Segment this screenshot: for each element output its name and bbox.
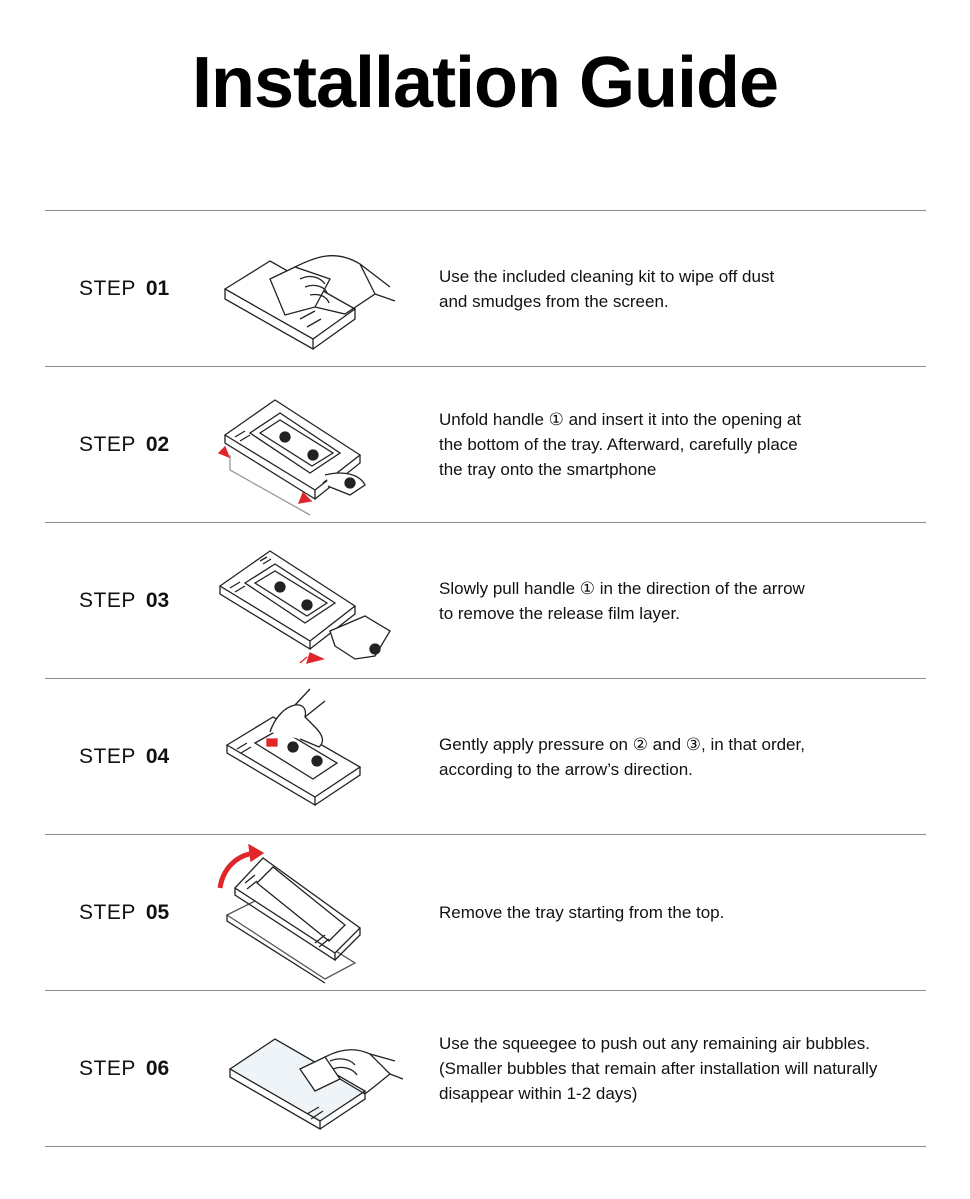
step-label — [79, 991, 169, 1146]
step-row-02 — [45, 366, 926, 522]
tray-remove-icon — [215, 843, 405, 983]
step-row-04 — [45, 678, 926, 834]
steps-list — [45, 210, 926, 1147]
step-word: STEP — [79, 1056, 136, 1080]
step-description — [439, 211, 909, 366]
description-line: according to the arrow’s direction. — [439, 759, 693, 779]
step-label — [79, 523, 169, 678]
step-row-03 — [45, 522, 926, 678]
description-line: Use the included cleaning kit to wipe off dust — [439, 266, 775, 286]
step-number: 05 — [145, 900, 170, 924]
step-label — [79, 367, 169, 522]
step-label — [79, 211, 169, 366]
step-word: STEP — [79, 276, 136, 300]
phone-wipe-icon — [215, 219, 405, 359]
squeegee-icon — [215, 999, 405, 1139]
step-label — [79, 679, 169, 834]
description-line: to remove the release film layer. — [439, 603, 680, 623]
step-description — [439, 679, 909, 834]
step-word: STEP — [79, 900, 136, 924]
description-line: Unfold handle ① and insert it into the opening at — [439, 410, 802, 429]
step-description — [439, 523, 909, 678]
description-line: Slowly pull handle ① in the direction of the arrow — [439, 578, 805, 598]
description-line: Remove the tray starting from the top. — [439, 903, 725, 922]
step-number: 03 — [145, 588, 170, 612]
description-line: Use the squeegee to push out any remaining air bubbles. — [439, 1034, 870, 1053]
page-title: Installation Guide — [191, 43, 779, 123]
description-line: the tray onto the smartphone — [439, 460, 657, 479]
description-line: the bottom of the tray. Afterward, carefully place — [439, 435, 798, 454]
step-number: 01 — [145, 276, 170, 300]
step-description — [439, 367, 909, 522]
step-description — [439, 991, 909, 1146]
step-row-01 — [45, 210, 926, 366]
step-number: 06 — [145, 1056, 170, 1080]
description-line: and smudges from the screen. — [439, 291, 669, 311]
step-number: 04 — [145, 744, 170, 768]
step-word: STEP — [79, 432, 136, 456]
description-line: (Smaller bubbles that remain after installation will naturally — [439, 1059, 878, 1078]
step-row-05 — [45, 834, 926, 990]
step-word: STEP — [79, 744, 136, 768]
step-label — [79, 835, 169, 990]
press-icon — [215, 687, 405, 827]
film-pull-icon — [215, 531, 405, 671]
step-description — [439, 835, 909, 990]
description-line: Gently apply pressure on ② and ③, in that order, — [439, 734, 805, 754]
step-row-06 — [45, 990, 926, 1147]
tray-insert-icon — [215, 375, 405, 515]
step-word: STEP — [79, 588, 136, 612]
step-number: 02 — [145, 432, 170, 456]
description-line: disappear within 1-2 days) — [439, 1084, 638, 1103]
